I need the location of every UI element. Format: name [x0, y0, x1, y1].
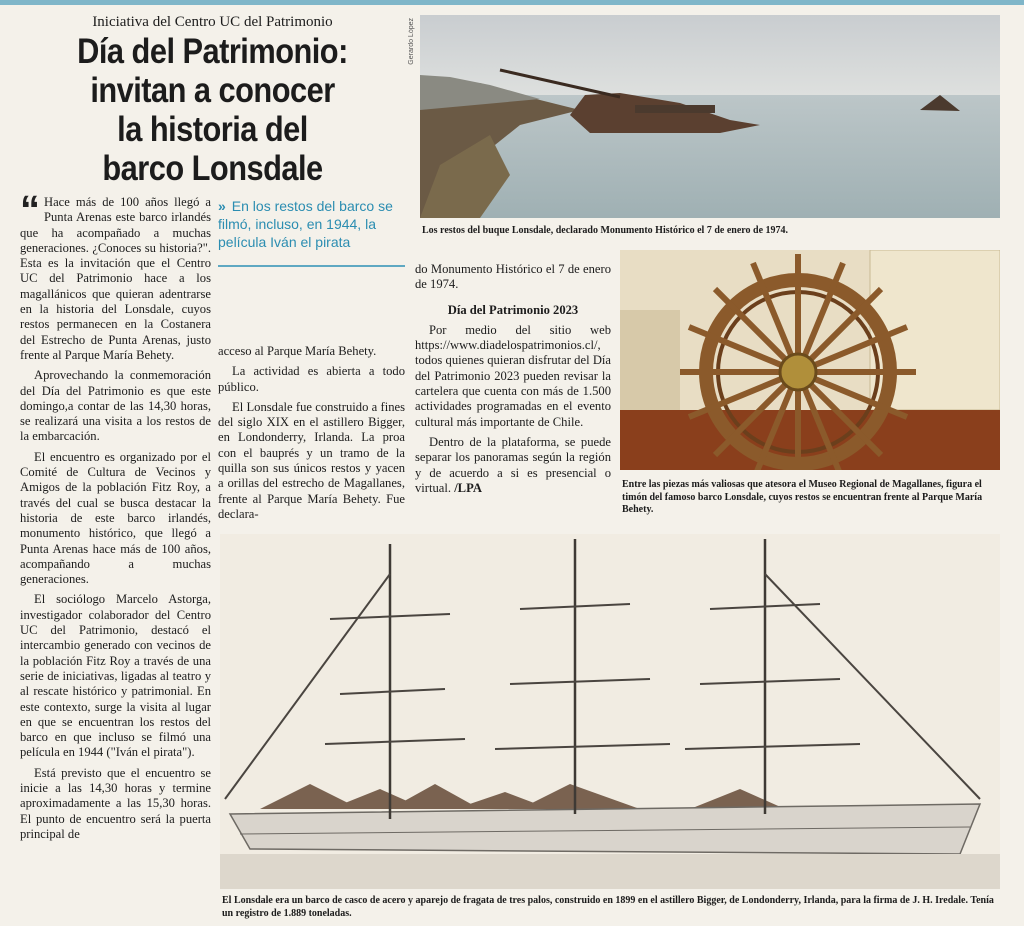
- body-paragraph: Está previsto que el encuentro se inicie a las 14,30 horas y termine aproximadamente a las 15,30 horas. El punto de encuentro será la puerta principal de: [20, 765, 211, 841]
- wheel-photo: [620, 250, 1000, 470]
- body-paragraph: acceso al Parque María Behety.: [218, 344, 377, 358]
- body-paragraph: Aprovechando la conmemoración del Día del Patrimonio es que este domingo,a contar de las 14,30 horas, se realizará una visita a los restos de la embarcación.: [20, 368, 211, 444]
- body-paragraph: El Lonsdale fue construido a fines del siglo XIX en el astillero Bigger, en Londonderry, Irlanda. La proa con el bauprés y un tramo de la quilla son sus únicos restos y yacen a orillas del estrecho de Magallanes, frente al Parque María Behety. Fue declara-: [218, 399, 405, 521]
- section-subhead: Día del Patrimonio 2023: [447, 302, 579, 317]
- article-column-3: [415, 262, 611, 501]
- body-paragraph: [415, 435, 611, 496]
- wreck-photo: [420, 15, 1000, 218]
- pull-quote-text: En los restos del barco se filmó, incluso, en 1944, la película Iván el pirata: [218, 198, 393, 250]
- headline-line-1: Día del Patrimonio:: [77, 32, 348, 71]
- body-paragraph: Por medio del sitio web https://www.diadelospatrimonios.cl/, todos quienes quieran disfrutar del Día del Patrimonio 2023 pueden revisar la cartelera que cuenta con más de 1.500 actividades programadas en el evento cultural más importante de Chile.: [415, 322, 611, 429]
- sailing-ship-image: [220, 534, 1000, 889]
- article-column-2: [218, 344, 405, 527]
- wreck-image: [420, 15, 1000, 218]
- lead-paragraph: [20, 188, 211, 363]
- body-text: Dentro de la plataforma, se puede separar los panoramas según la región y de acuerdo a si es presencial o virtual.: [415, 434, 611, 495]
- wreck-caption: Los restos del buque Lonsdale, declarado Monumento Histórico el 7 de enero de 1974.: [422, 225, 789, 236]
- pull-quote: [218, 197, 405, 267]
- headline-line-2: invitan a conocer: [90, 71, 335, 110]
- ship-caption: El Lonsdale era un barco de casco de acero y aparejo de fragata de tres palos, construido en 1899 en el astillero Bigger, de Londonderry, Irlanda, para la firma de J. H. Iredale. Tenía un registro de 1.889 toneladas.: [222, 895, 994, 919]
- body-paragraph: El encuentro es organizado por el Comité de Cultura de Vecinos y Amigos de la población Fitz Roy, a través del cual se busca destacar la historia de este barco irlandés, monumento histórico, que llegó a Punta Arenas hace más de 100 años, acompañando a muchas generaciones.: [20, 449, 211, 587]
- photo-credit: Gerardo López: [408, 18, 415, 65]
- headline: [43, 32, 382, 188]
- double-chevron-icon: »: [218, 198, 226, 214]
- headline-line-3: la historia del: [117, 110, 308, 149]
- article-column-1: [20, 188, 211, 847]
- body-paragraph: El sociólogo Marcelo Astorga, investigador colaborador del Centro UC del Patrimonio, destacó el intercambio generado con vecinos de la población Fitz Roy a través de una serie de iniciativas, ligadas al teatro y al rescate histórico y patrimonial. En este contexto, surge la visita al lugar en que se encuentran los restos del barco en que incluso se filmó una película en 1944 ("Iván el pirata").: [20, 592, 211, 760]
- headline-line-4: barco Lonsdale: [102, 149, 323, 188]
- ship-wheel-image: [620, 250, 1000, 470]
- ship-photo: [220, 534, 1000, 889]
- kicker: Iniciativa del Centro UC del Patrimonio: [92, 14, 333, 30]
- wheel-caption: Entre las piezas más valiosas que atesora el Museo Regional de Magallanes, figura el timón del famoso barco Lonsdale, cuyos restos se encuentran frente al Parque María Behety.: [622, 479, 983, 515]
- top-rule: [0, 0, 1024, 5]
- quote-mark-icon: “: [20, 188, 40, 232]
- author-signature: /LPA: [454, 480, 482, 495]
- body-paragraph: do Monumento Histórico el 7 de enero de 1974.: [415, 262, 611, 292]
- lead-text: Hace más de 100 años llegó a Punta Arenas este barco irlandés que ha acompañado a muchas generaciones. ¿Conoces su historia?". Esta es la invitación que el Centro UC del Patrimonio hace a los magallánicos que quieran adentrarse en la historia del Lonsdale, cuyos restos permanecen en la Costanera del Estrecho de Punta Arenas, justo frente al Parque María Behety.: [20, 195, 211, 362]
- body-paragraph: La actividad es abierta a todo público.: [218, 364, 405, 394]
